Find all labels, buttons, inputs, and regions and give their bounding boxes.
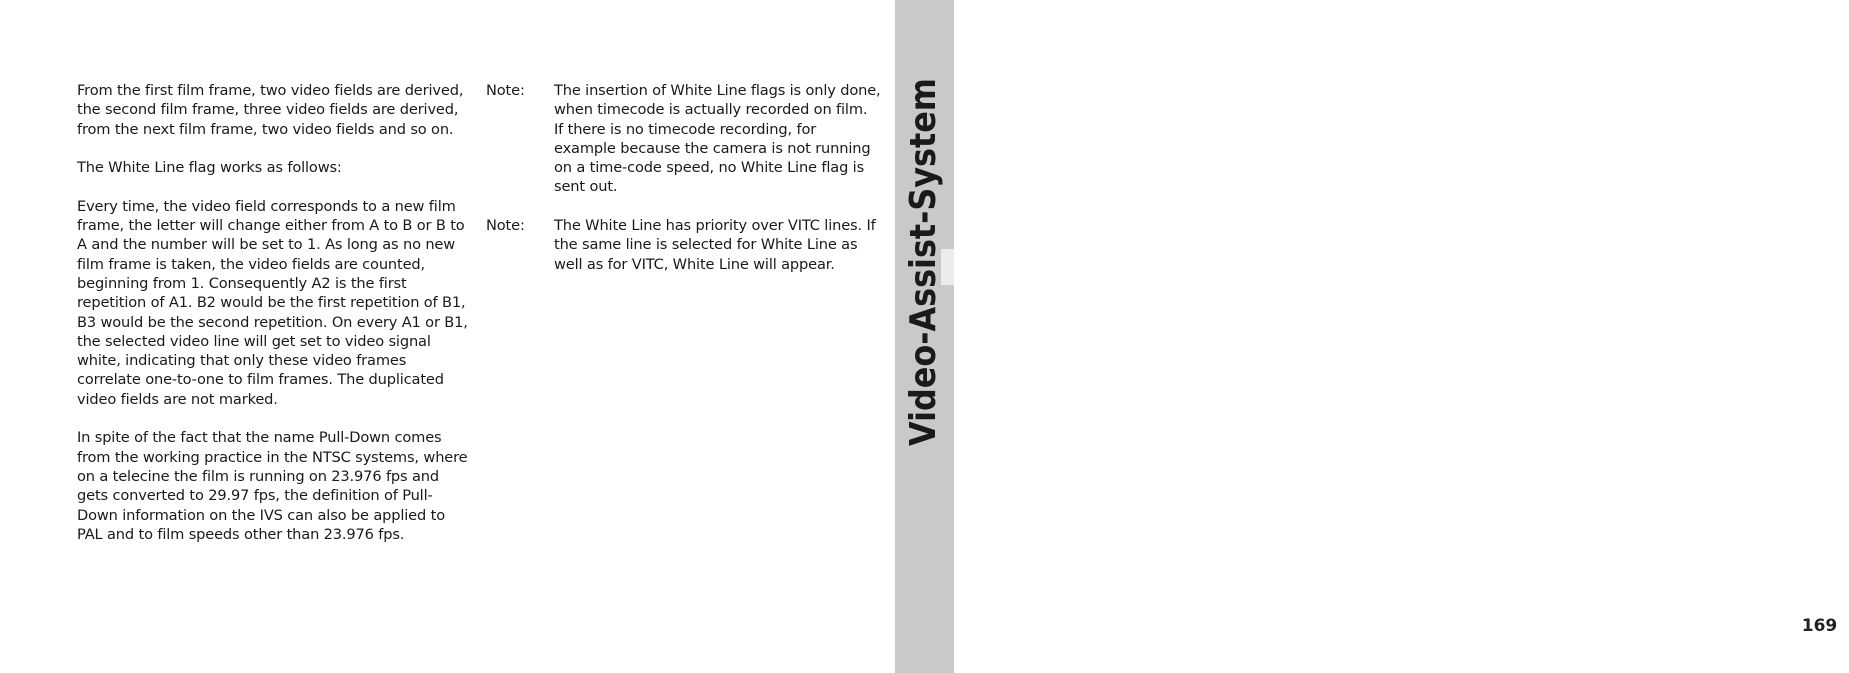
side-title xyxy=(895,0,954,673)
note-text: The insertion of White Line flags is only done, when timecode is actually recorded on film. If there is no timecode recording, for example because the camera is not running on a time-code speed, no White Line flag is sent out. xyxy=(554,82,881,196)
notes-column xyxy=(486,81,881,293)
side-tab-marker xyxy=(941,249,954,285)
note-text: The White Line has priority over VITC lines. If the same line is selected for White Line as well as for VITC, White Line will appear. xyxy=(554,217,876,273)
note-priority xyxy=(486,216,881,274)
paragraph-white-line-explanation: Every time, the video field corresponds to a new film frame, the letter will change either from A to B or B to A and the number will be set to 1. As long as no new film frame is taken, the video fields are counted, beginning from 1. Consequently A2 is the first repetition of A1. B2 would be the first repetition of B1, B3 would be the second repetition. On every A1 or B1, the selected video line will get set to video signal white, indicating that only these video frames correlate one-to-one to film frames. The duplicated video fields are not marked. xyxy=(77,197,468,408)
side-bar xyxy=(895,0,1838,673)
note-timecode xyxy=(486,81,881,197)
paragraph-film-frames: From the first film frame, two video fields are derived, the second film frame, three video fields are derived, from the next film frame, two video fields and so on. xyxy=(77,82,464,138)
note-label: Note: xyxy=(486,82,525,99)
page-number: 169 xyxy=(1801,616,1838,636)
section-title: Video-Assist-System xyxy=(903,29,944,446)
paragraph-pull-down: In spite of the fact that the name Pull-Down comes from the working practice in the NTSC systems, where on a telecine the film is running on 23.976 fps and gets converted to 29.97 fps, the definition of Pull-Down information on the IVS can also be applied to PAL and to film speeds other than 23.976 fps. xyxy=(77,429,468,543)
paragraph-white-line-intro: The White Line flag works as follows: xyxy=(77,159,342,177)
note-label: Note: xyxy=(486,217,525,235)
left-column xyxy=(77,81,472,563)
